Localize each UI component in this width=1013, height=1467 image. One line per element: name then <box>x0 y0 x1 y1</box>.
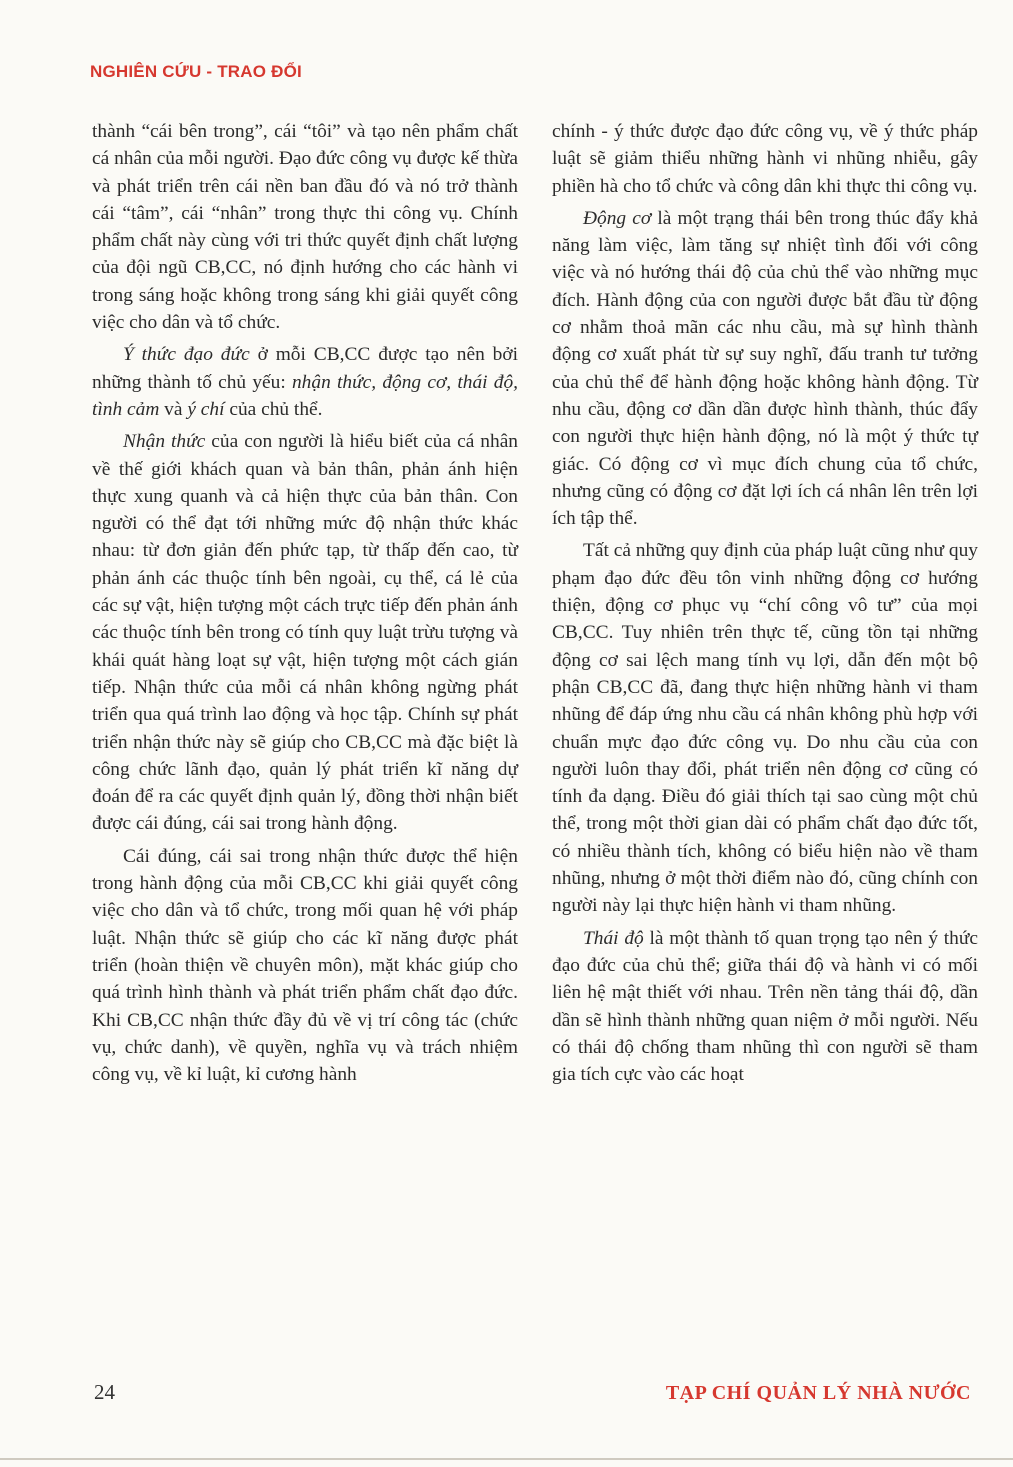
right-column <box>552 118 978 1093</box>
paragraph-text: và <box>159 398 188 420</box>
term: ý chí <box>187 398 225 420</box>
page-edge-divider <box>0 1458 1013 1460</box>
paragraph <box>92 341 518 423</box>
paragraph: chính - ý thức được đạo đức công vụ, về ý thức pháp luật sẽ giảm thiểu những hành vi nhũng nhiễu, gây phiền hà cho tổ chức và công dân khi thực thi công vụ. <box>552 121 978 197</box>
paragraph-text: ở mỗi CB,CC được tạo nên bởi những thành tố chủ yếu: <box>92 344 518 393</box>
term-list: nhận thức, động cơ, thái độ, tình cảm <box>92 371 519 420</box>
paragraph: Cái đúng, cái sai trong nhận thức được thể hiện trong hành động của mỗi CB,CC khi giải quyết công việc cho dân và tổ chức, trong mối quan hệ với pháp luật. Nhận thức sẽ giúp cho các kĩ năng được phát triển (hoàn thiện về chuyên môn), mặt khác giúp cho quá trình hình thành và phát triển phẩm chất đạo đức. Khi CB,CC nhận thức đầy đủ về vị trí công tác (chức vụ, chức danh), về quyền, nghĩa vụ và trách nhiệm công vụ, về kỉ luật, kỉ cương hành <box>92 845 518 1086</box>
page-number: 24 <box>94 1380 115 1404</box>
term: Nhận thức <box>123 431 206 453</box>
paragraph: Tất cả những quy định của pháp luật cũng như quy phạm đạo đức đều tôn vinh những động cơ hướng thiện, động cơ phục vụ “chí công vô tư” của mọi CB,CC. Tuy nhiên trên thực tế, cũng tồn tại những động cơ sai lệch mang tính vụ lợi, dẫn đến một bộ phận CB,CC đã, đang thực hiện những hành vi tham nhũng để đáp ứng nhu cầu cá nhân không phù hợp với chuẩn mực đạo đức công vụ. Do nhu cầu của con người luôn thay đổi, phát triển nên động cơ cũng có tính đa dạng. Điều đó giải thích tại sao cùng một chủ thể, trong một thời gian dài có phẩm chất đạo đức tốt, có nhiều thành tích, không có biểu hiện nào về tham nhũng, nhưng ở một thời điểm nào đó, cũng chính con người này lại thực hiện hành vi tham nhũng. <box>552 540 978 917</box>
paragraph <box>92 428 518 837</box>
term: Thái độ <box>583 927 644 949</box>
paragraph-text: của con người là hiểu biết của cá nhân về thế giới khách quan và bản thân, phản ánh hiện thực xung quanh và cả hiện thực của bản thân. Con người có thể đạt tới những mức độ nhận thức khác nhau: từ đơn giản đến phức tạp, từ thấp đến cao, từ phản ánh các thuộc tính bên ngoài, cụ thể, cá lẻ của các sự vật, hiện tượng một cách trực tiếp đến phản ánh các thuộc tính bên trong có tính quy luật trừu tượng và khái quát hàng loạt sự vật, hiện tượng một cách gián tiếp. Nhận thức của mỗi cá nhân không ngừng phát triển qua quá trình lao động và học tập. Chính sự phát triển nhận thức này sẽ giúp cho CB,CC mà đặc biệt là công chức lãnh đạo, quản lý phát triển kĩ năng dự đoán để ra các quyết định quản lý, đồng thời nhận biết được cái đúng, cái sai trong hành động. <box>92 431 518 835</box>
paragraph: thành “cái bên trong”, cái “tôi” và tạo nên phẩm chất cá nhân của mỗi người. Đạo đức công vụ được kế thừa và phát triển trên cái nền ban đầu đó và nó trở thành cái “tâm”, cái “nhân” trong thực thi công vụ. Chính phẩm chất này cùng với tri thức quyết định chất lượng của đội ngũ CB,CC, nó định hướng cho các hành vi trong sáng hoặc không trong sáng khi giải quyết công việc cho dân và tổ chức. <box>92 121 518 334</box>
journal-title: TẠP CHÍ QUẢN LÝ NHÀ NƯỚC <box>665 1382 971 1404</box>
term: Ý thức đạo đức <box>123 344 250 366</box>
left-column <box>92 118 518 1093</box>
paragraph <box>552 205 978 533</box>
paragraph-text: là một thành tố quan trọng tạo nên ý thức đạo đức của chủ thể; giữa thái độ và hành vi có mối liên hệ mật thiết với nhau. Trên nền tảng thái độ, dần dần sẽ hình thành những quan niệm ở mỗi người. Nếu có thái độ chống tham nhũng thì con người sẽ tham gia tích cực vào các hoạt <box>552 927 978 1086</box>
paragraph <box>552 925 978 1089</box>
term: Động cơ <box>583 207 652 229</box>
paragraph-text: của chủ thể. <box>224 398 323 420</box>
paragraph-text: là một trạng thái bên trong thúc đẩy khả năng làm việc, làm tăng sự nhiệt tình đối với công việc và nó hướng thái độ của chủ thể vào những mục đích. Hành động của con người được bắt đầu từ động cơ nhằm thoả mãn các nhu cầu, mà sự hình thành động cơ xuất phát từ sự suy nghĩ, đấu tranh tư tưởng của chủ thể để hành động hoặc không hành động. Từ nhu cầu, động cơ dần dần được hình thành, thúc đẩy con người thực hiện hành động, nó là một ý thức tự giác. Có động cơ vì mục đích chung của tổ chức, nhưng cũng có động cơ đặt lợi ích cá nhân lên trên lợi ích tập thể. <box>552 207 978 530</box>
section-header: NGHIÊN CỨU - TRAO ĐỔI <box>90 62 302 81</box>
